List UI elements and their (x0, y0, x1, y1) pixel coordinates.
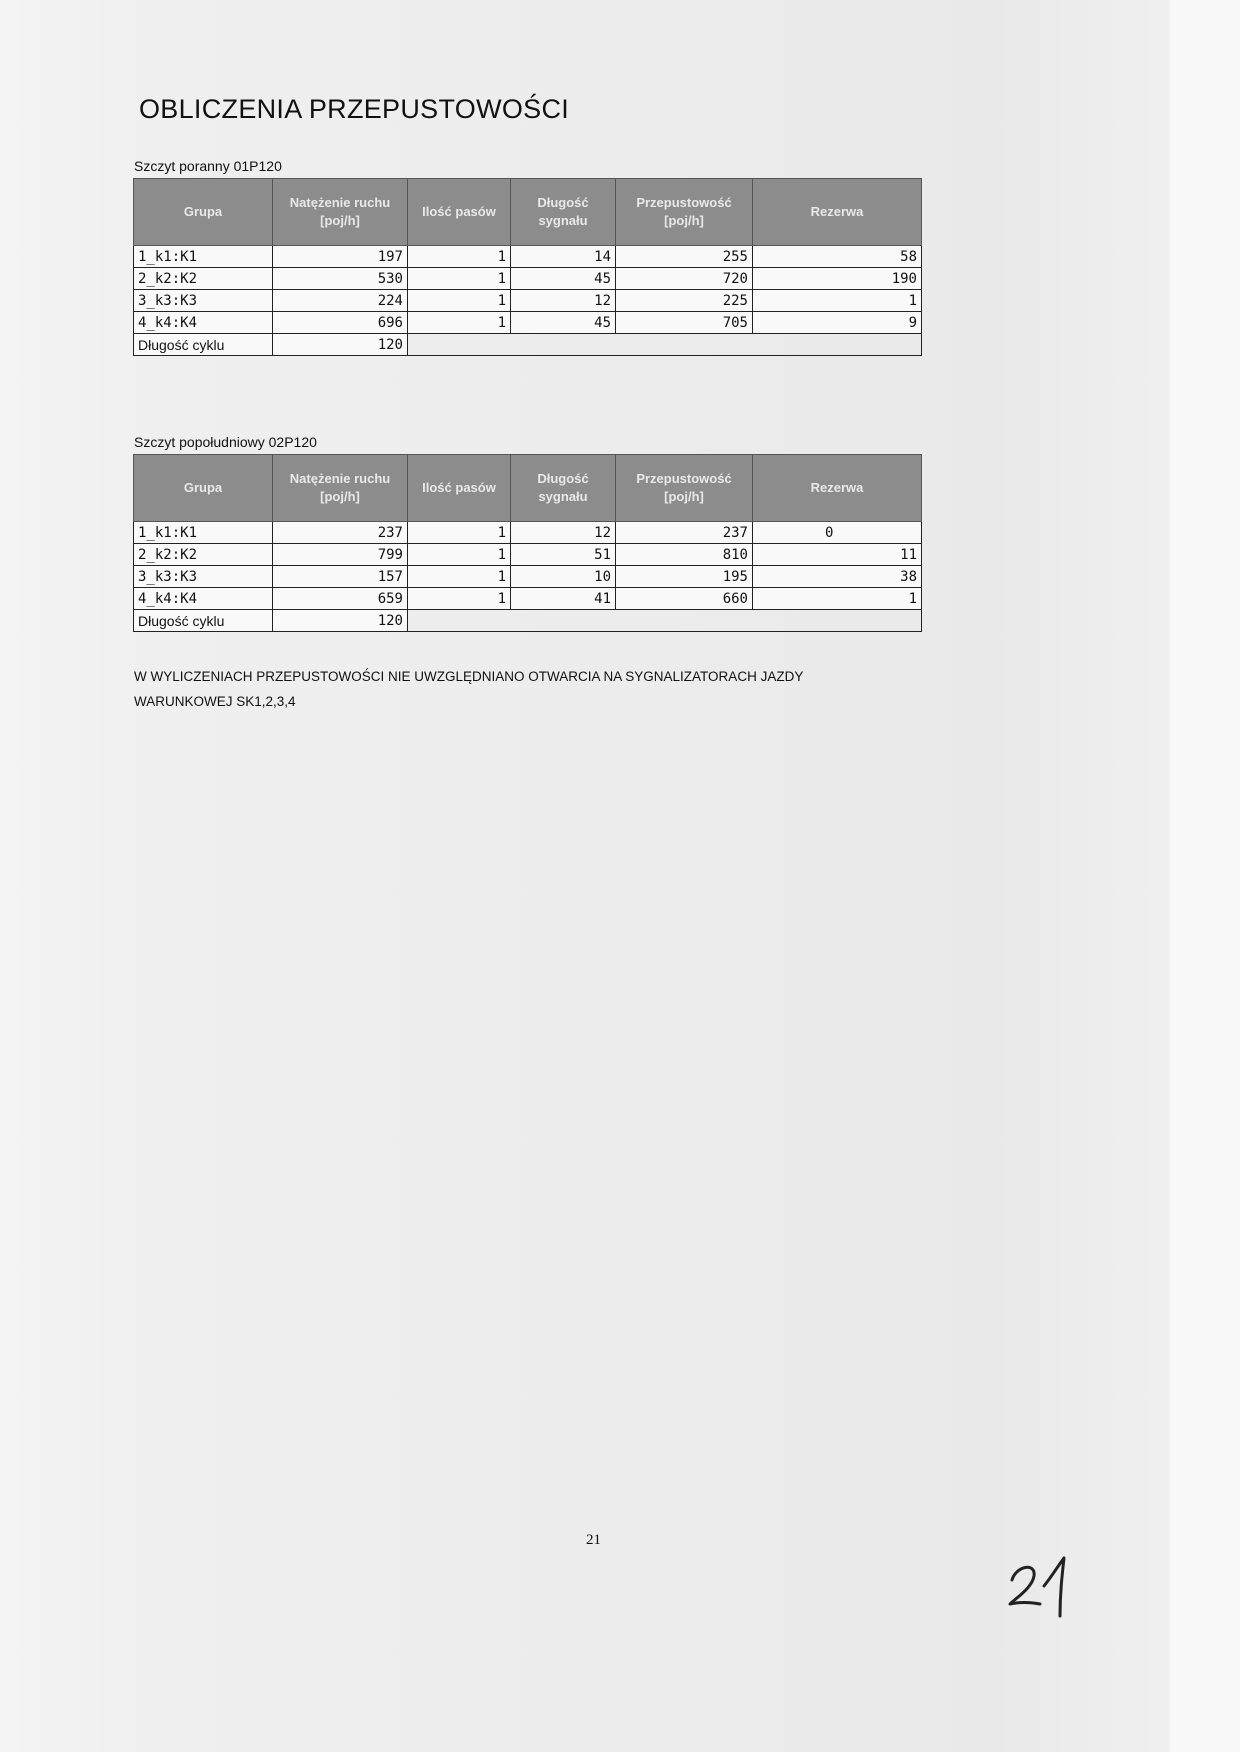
afternoon-caption: Szczyt popołudniowy 02P120 (134, 434, 317, 450)
cell-capacity: 705 (616, 312, 753, 334)
cell-group: 3_k3:K3 (134, 290, 273, 312)
cell-signal: 14 (511, 246, 616, 268)
cell-lanes: 1 (408, 268, 511, 290)
header-group: Grupa (134, 179, 273, 246)
header-capacity: Przepustowość [poj/h] (616, 179, 753, 246)
table-row (134, 544, 922, 566)
cell-signal: 45 (511, 268, 616, 290)
scan-margin (1170, 0, 1240, 1752)
cell-lanes: 1 (408, 522, 511, 544)
header-lanes: Ilość pasów (408, 179, 511, 246)
cell-volume: 237 (273, 522, 408, 544)
cell-capacity: 660 (616, 588, 753, 610)
table-header-row (134, 455, 922, 522)
cycle-row (134, 334, 922, 356)
cell-volume: 157 (273, 566, 408, 588)
cycle-label: Długość cyklu (134, 610, 273, 632)
cycle-value: 120 (273, 610, 408, 632)
cell-lanes: 1 (408, 544, 511, 566)
cell-capacity: 195 (616, 566, 753, 588)
cell-volume: 696 (273, 312, 408, 334)
cell-signal: 10 (511, 566, 616, 588)
cell-volume: 659 (273, 588, 408, 610)
cell-lanes: 1 (408, 312, 511, 334)
table-row (134, 588, 922, 610)
cell-volume: 530 (273, 268, 408, 290)
morning-table (133, 178, 922, 356)
cell-capacity: 225 (616, 290, 753, 312)
cycle-value: 120 (273, 334, 408, 356)
page-title: OBLICZENIA PRZEPUSTOWOŚCI (139, 94, 570, 124)
cell-group: 2_k2:K2 (134, 268, 273, 290)
table-row (134, 522, 922, 544)
handwritten-page-number (1004, 1552, 1074, 1627)
afternoon-table (133, 454, 922, 632)
cell-group: 4_k4:K4 (134, 588, 273, 610)
table-row (134, 246, 922, 268)
table-row (134, 290, 922, 312)
table-row (134, 268, 922, 290)
cell-signal: 12 (511, 290, 616, 312)
header-volume: Natężenie ruchu [poj/h] (273, 179, 408, 246)
table-row (134, 312, 922, 334)
cell-signal: 51 (511, 544, 616, 566)
cell-group: 4_k4:K4 (134, 312, 273, 334)
cell-reserve: 1 (753, 588, 922, 610)
header-reserve: Rezerwa (753, 455, 922, 522)
cell-group: 1_k1:K1 (134, 246, 273, 268)
cell-lanes: 1 (408, 566, 511, 588)
cell-lanes: 1 (408, 290, 511, 312)
cell-volume: 197 (273, 246, 408, 268)
handwritten-number-drawing (1004, 1552, 1074, 1622)
cell-capacity: 810 (616, 544, 753, 566)
cell-volume: 799 (273, 544, 408, 566)
cell-reserve: 58 (753, 246, 922, 268)
cell-reserve: 1 (753, 290, 922, 312)
cell-reserve: 11 (753, 544, 922, 566)
header-lanes: Ilość pasów (408, 455, 511, 522)
page-number: 21 (586, 1532, 601, 1548)
cell-signal: 45 (511, 312, 616, 334)
cell-capacity: 720 (616, 268, 753, 290)
header-signal: Długość sygnału (511, 455, 616, 522)
header-reserve: Rezerwa (753, 179, 922, 246)
cell-reserve: 190 (753, 268, 922, 290)
cell-signal: 12 (511, 522, 616, 544)
cell-lanes: 1 (408, 246, 511, 268)
capacity-note: W WYLICZENIACH PRZEPUSTOWOŚCI NIE UWZGLĘDNIANO OTWARCIA NA SYGNALIZATORACH JAZDY WARUNKOWEJ SK1,2,3,4 (134, 669, 804, 709)
cell-reserve: 0 (753, 522, 922, 544)
cell-capacity: 255 (616, 246, 753, 268)
table-row (134, 566, 922, 588)
cycle-label: Długość cyklu (134, 334, 273, 356)
cell-signal: 41 (511, 588, 616, 610)
empty-cell (408, 334, 922, 356)
cell-reserve: 9 (753, 312, 922, 334)
header-signal: Długość sygnału (511, 179, 616, 246)
cell-group: 3_k3:K3 (134, 566, 273, 588)
empty-cell (408, 610, 922, 632)
header-capacity: Przepustowość [poj/h] (616, 455, 753, 522)
header-volume: Natężenie ruchu [poj/h] (273, 455, 408, 522)
cycle-row (134, 610, 922, 632)
header-group: Grupa (134, 455, 273, 522)
cell-group: 1_k1:K1 (134, 522, 273, 544)
cell-capacity: 237 (616, 522, 753, 544)
cell-reserve: 38 (753, 566, 922, 588)
cell-volume: 224 (273, 290, 408, 312)
table-header-row (134, 179, 922, 246)
morning-caption: Szczyt poranny 01P120 (134, 158, 282, 174)
cell-lanes: 1 (408, 588, 511, 610)
cell-group: 2_k2:K2 (134, 544, 273, 566)
